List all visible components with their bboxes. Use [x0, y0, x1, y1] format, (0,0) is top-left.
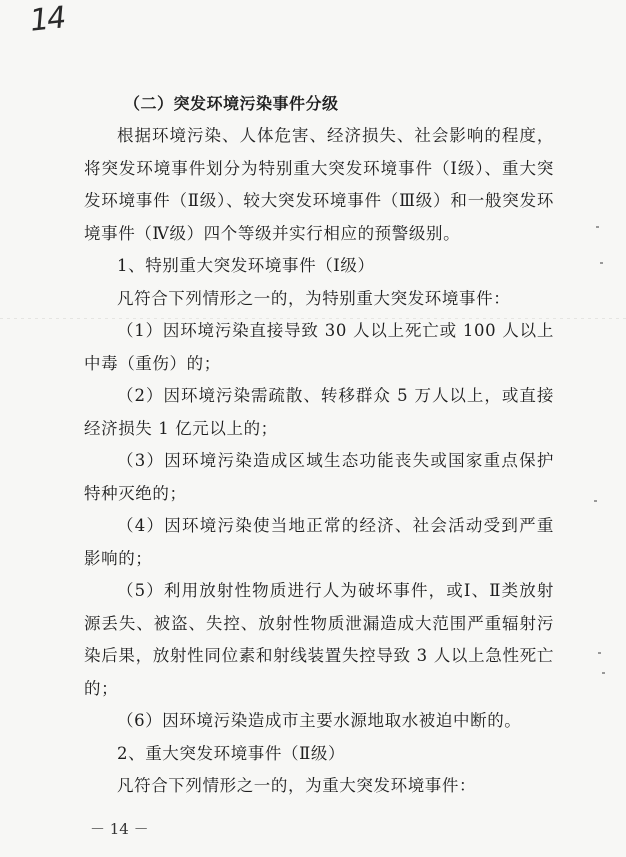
section-heading: （二）突发环境污染事件分级 [124, 94, 339, 113]
document-body [84, 88, 554, 803]
scan-speck [602, 672, 605, 674]
paragraph: 凡符合下列情形之一的，为重大突发环境事件： [117, 776, 477, 795]
paragraph: 凡符合下列情形之一的，为特别重大突发环境事件： [117, 288, 511, 308]
scan-speck [600, 262, 603, 264]
paragraph: 根据环境污染、人体危害、经济损失、社会影响的程度，将突发环境事件划分为特别重大突发环境事件（Ⅰ级）、重大突发环境事件（Ⅱ级）、较大突发环境事件（Ⅲ级）和一般突发环境事件（Ⅳ级）四个等级并实行相应的预警级别。 [84, 126, 554, 243]
scan-speck [596, 226, 599, 228]
subsection-heading-level-1: 1、特别重大突发环境事件（Ⅰ级） [117, 256, 375, 275]
list-item: （5）利用放射性物质进行人为破坏事件，或Ⅰ、Ⅱ类放射源丢失、被盗、失控、放射性物质泄漏造成大范围严重辐射污染后果，放射性同位素和射线装置失控导致 3 人以上急性死亡的； [84, 581, 554, 698]
list-item: （6）因环境污染造成市主要水源地取水被迫中断的。 [117, 711, 522, 730]
handwritten-page-mark: 14 [28, 0, 66, 39]
list-item: （3）因环境污染造成区域生态功能丧失或国家重点保护特种灭绝的； [84, 451, 554, 503]
list-item: （2）因环境污染需疏散、转移群众 5 万人以上，或直接经济损失 1 亿元以上的； [84, 386, 554, 438]
subsection-heading-level-2: 2、重大突发环境事件（Ⅱ级） [117, 743, 346, 763]
scan-speck [594, 500, 597, 502]
page-number: － 14 － [90, 820, 149, 838]
scan-speck [598, 652, 601, 654]
list-item: （4）因环境污染使当地正常的经济、社会活动受到严重影响的； [84, 516, 554, 568]
list-item: （1）因环境污染直接导致 30 人以上死亡或 100 人以上中毒（重伤）的； [84, 321, 554, 373]
